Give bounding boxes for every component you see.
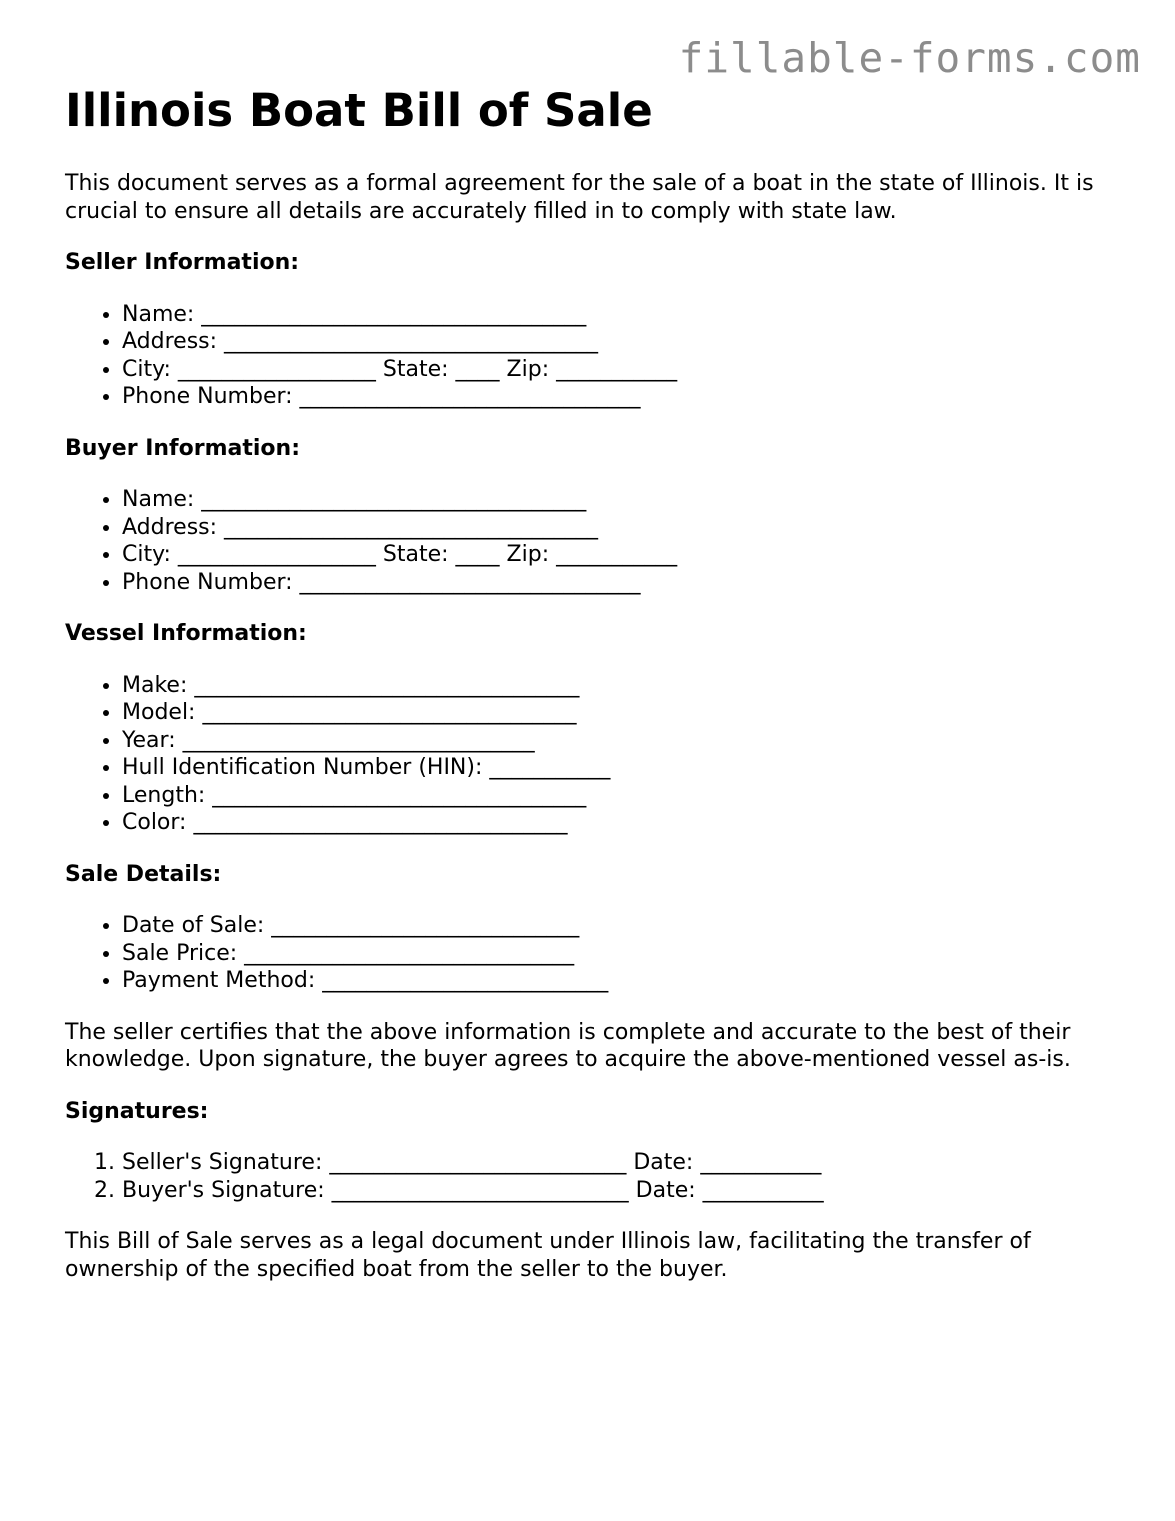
signatures-list (65, 1149, 1135, 1204)
seller-city-state-zip-field[interactable]: • City: __________________ State: ____ Zip: ___________ (122, 356, 1135, 384)
vessel-fields-list (65, 672, 1135, 837)
vessel-make-field[interactable]: • Make: ___________________________________ (122, 672, 1135, 700)
vessel-color-field[interactable]: • Color: __________________________________ (122, 809, 1135, 837)
sale-price-field[interactable]: • Sale Price: ______________________________ (122, 940, 1135, 968)
watermark: fillable-forms.com (678, 34, 1141, 82)
sale-heading: Sale Details: (65, 861, 222, 887)
buyer-phone-field[interactable]: • Phone Number: _______________________________ (122, 569, 1135, 597)
document (65, 84, 1135, 1283)
closing-paragraph: This Bill of Sale serves as a legal document under Illinois law, facilitating the transfer of ownership of the specified boat from the seller to the buyer. (65, 1229, 1031, 1282)
seller-name-field[interactable]: • Name: ___________________________________ (122, 301, 1135, 329)
buyer-signature-field[interactable]: 2. Buyer's Signature: ___________________________ Date: ___________ (122, 1177, 1135, 1205)
certification-paragraph: The seller certifies that the above information is complete and accurate to the best of their knowledge. Upon signature, the buyer agrees to acquire the above-mentioned vessel as-is. (65, 1019, 1071, 1072)
vessel-hin-field[interactable]: • Hull Identification Number (HIN): ___________ (122, 754, 1135, 782)
payment-method-field[interactable]: • Payment Method: __________________________ (122, 967, 1135, 995)
vessel-heading: Vessel Information: (65, 621, 307, 646)
buyer-name-field[interactable]: • Name: ___________________________________ (122, 486, 1135, 514)
vessel-length-field[interactable]: • Length: __________________________________ (122, 782, 1135, 810)
buyer-city-state-zip-field[interactable]: • City: __________________ State: ____ Zip: ___________ (122, 541, 1135, 569)
sale-fields-list (65, 912, 1135, 995)
intro-paragraph: This document serves as a formal agreement for the sale of a boat in the state of Illinois. It is crucial to ensure all details are accurately filled in to comply with state law. (65, 171, 1094, 224)
buyer-fields-list (65, 486, 1135, 596)
seller-heading: Seller Information: (65, 250, 300, 275)
buyer-heading: Buyer Information: (65, 435, 300, 461)
vessel-year-field[interactable]: • Year: ________________________________ (122, 727, 1135, 755)
document-title: Illinois Boat Bill of Sale (65, 84, 653, 137)
buyer-address-field[interactable]: • Address: __________________________________ (122, 514, 1135, 542)
vessel-model-field[interactable]: • Model: __________________________________ (122, 699, 1135, 727)
seller-address-field[interactable]: • Address: __________________________________ (122, 328, 1135, 356)
signatures-heading: Signatures: (65, 1098, 209, 1124)
seller-fields-list (65, 301, 1135, 411)
sale-date-field[interactable]: • Date of Sale: ____________________________ (122, 912, 1135, 940)
seller-signature-field[interactable]: 1. Seller's Signature: ___________________________ Date: ___________ (122, 1149, 1135, 1177)
seller-phone-field[interactable]: • Phone Number: _______________________________ (122, 383, 1135, 411)
